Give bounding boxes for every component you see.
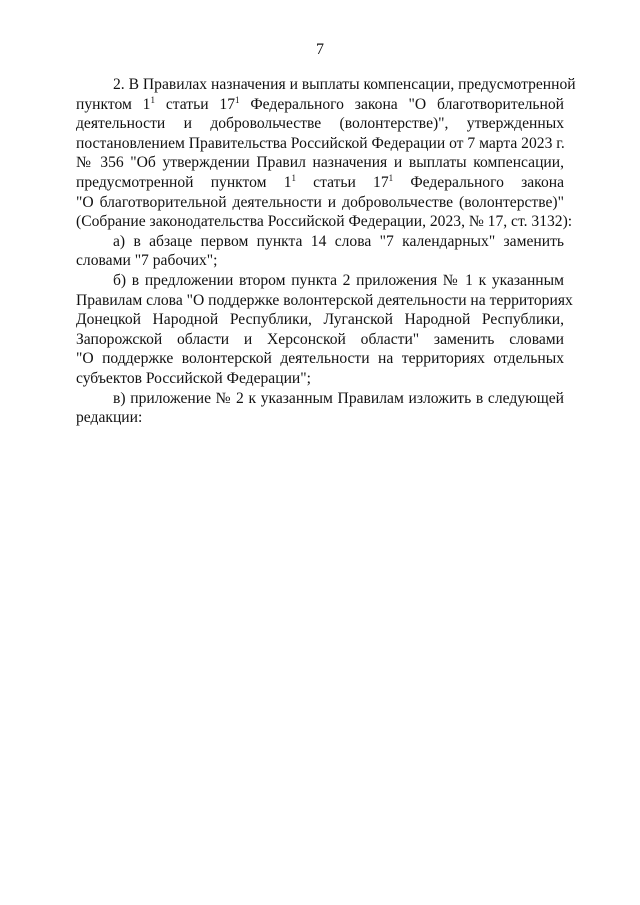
text-line: а) в абзаце первом пункта 14 слова "7 календарных" заменить: [113, 232, 564, 250]
text-line: "О благотворительной деятельности и добровольчестве (волонтерстве)": [76, 193, 564, 211]
text-line: № 356 "Об утверждении Правил назначения и выплаты компенсации,: [76, 154, 564, 172]
text-line: деятельности и добровольчестве (волонтерстве)", утвержденных: [76, 115, 564, 133]
text-line: 2. В Правилах назначения и выплаты компенсации, предусмотренной: [113, 76, 576, 93]
page-number: 7: [316, 41, 324, 58]
text-line: (Собрание законодательства Российской Федерации, 2023, № 17, ст. 3132):: [76, 213, 573, 231]
text-line: Правилам слова "О поддержке волонтерской деятельности на территориях: [76, 291, 573, 309]
document-body: [76, 75, 576, 428]
text-line: словами "7 рабочих";: [76, 252, 218, 270]
text-line: редакции:: [76, 409, 143, 427]
text-line: в) приложение № 2 к указанным Правилам изложить в следующей: [113, 389, 564, 407]
text-line: б) в предложении втором пункта 2 приложения № 1 к указанным: [113, 271, 564, 289]
text-line: Донецкой Народной Республики, Луганской Народной Республики,: [76, 311, 564, 329]
text-line: субъектов Российской Федерации";: [76, 369, 311, 387]
text-line: "О поддержке волонтерской деятельности на территориях отдельных: [76, 350, 564, 368]
text-line: Запорожской области и Херсонской области" заменить словами: [76, 330, 564, 348]
text-line: пунктом $1^1$ статьи $17^1$ Федерального закона "О благотворительной: [76, 94, 565, 113]
text-line: постановлением Правительства Российской Федерации от 7 марта 2023 г.: [76, 134, 565, 152]
text-line: предусмотренной пунктом $1^1$ статьи $17^1$ Федерального закона: [76, 172, 565, 191]
